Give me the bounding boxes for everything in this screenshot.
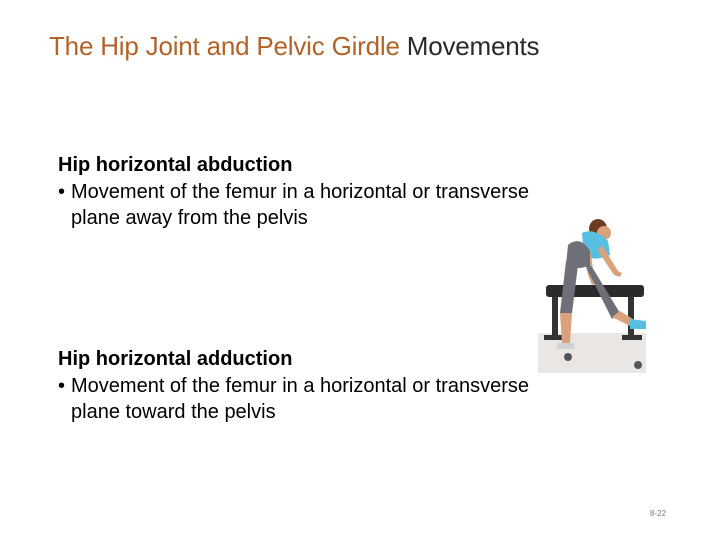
slide-title bbox=[49, 31, 539, 62]
bullet-icon: • bbox=[58, 181, 66, 203]
abduction-heading: Hip horizontal abduction bbox=[58, 154, 293, 176]
exercise-photo bbox=[538, 215, 646, 373]
page-number: 8-22 bbox=[649, 509, 666, 518]
slide-title-part2: Movements bbox=[399, 31, 540, 61]
bullet-icon: • bbox=[58, 375, 66, 397]
abduction-bullet bbox=[58, 179, 558, 231]
adduction-heading: Hip horizontal adduction bbox=[58, 348, 293, 370]
abduction-bullet-text: Movement of the femur in a horizontal or transverse plane away from the pelvis bbox=[71, 181, 529, 229]
adduction-bullet bbox=[58, 373, 558, 425]
abduction-section bbox=[58, 151, 558, 231]
slide-title-part1: The Hip Joint and Pelvic Girdle bbox=[49, 31, 400, 61]
adduction-bullet-text: Movement of the femur in a horizontal or transverse plane toward the pelvis bbox=[71, 375, 529, 423]
adduction-section bbox=[58, 345, 558, 425]
